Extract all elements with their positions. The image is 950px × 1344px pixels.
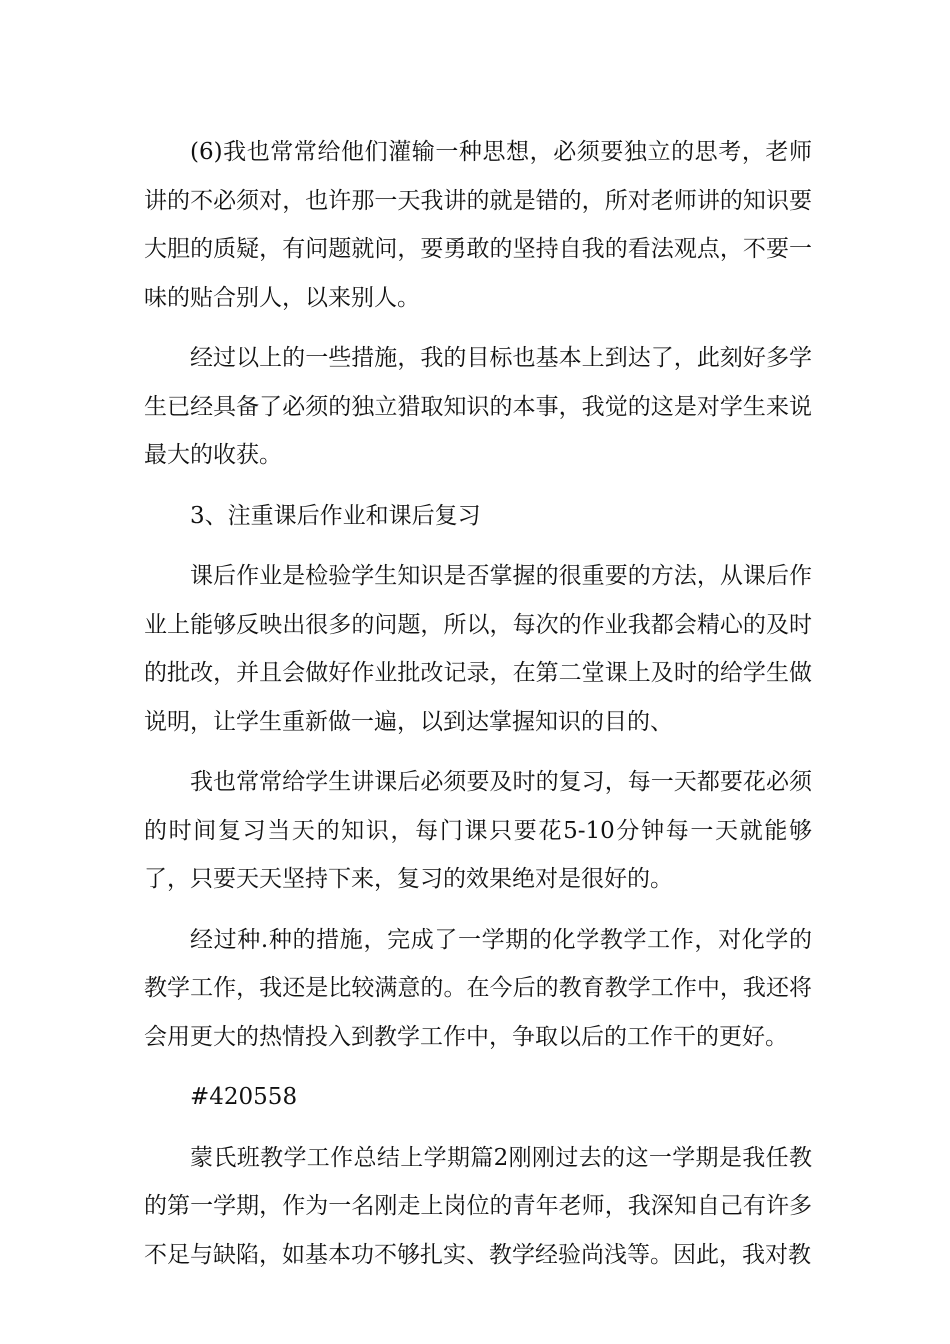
paragraph-article-2-intro: 蒙氏班教学工作总结上学期篇2刚刚过去的这一学期是我任教的第一学期，作为一名刚走上岗位的青年老师，我深知自己有许多不足与缺陷，如基本功不够扎实、教学经验尚浅等。因此，我对教 (144, 1144, 812, 1268)
paragraph-review: 我也常常给学生讲课后必须要及时的复习，每一天都要花必须的时间复习当天的知识，每门课只要花5-10分钟每一天就能够了，只要天天坚持下来，复习的效果绝对是很好的。 (144, 769, 812, 892)
paragraph-homework: 课后作业是检验学生知识是否掌握的很重要的方法，从课后作业上能够反映出很多的问题，所以，每次的作业我都会精心的及时的批改，并且会做好作业批改记录，在第二堂课上及时的给学生做说明，让学生重新做一遍，以到达掌握知识的目的、 (144, 563, 812, 735)
paragraph-summary: 经过种.种的措施，完成了一学期的化学教学工作，对化学的教学工作，我还是比较满意的。在今后的教育教学工作中，我还将会用更大的热情投入到教学工作中，争取以后的工作干的更好。 (144, 926, 812, 1050)
paragraph-goal-achieved: 经过以上的一些措施，我的目标也基本上到达了，此刻好多学生已经具备了必须的独立猎取知识的本事，我觉的这是对学生来说最大的收获。 (144, 345, 812, 468)
document-body (144, 128, 812, 1291)
section-heading-homework-review: 3、注重课后作业和课后复习 (190, 502, 481, 529)
document-id: #420558 (190, 1084, 298, 1110)
paragraph-thinking-independently: (6)我也常常给他们灌输一种思想，必须要独立的思考，老师讲的不必须对，也许那一天我讲的就是错的，所对老师讲的知识要大胆的质疑，有问题就问，要勇敢的坚持自我的看法观点，不要一味的贴合别人，以来别人。 (144, 139, 812, 311)
